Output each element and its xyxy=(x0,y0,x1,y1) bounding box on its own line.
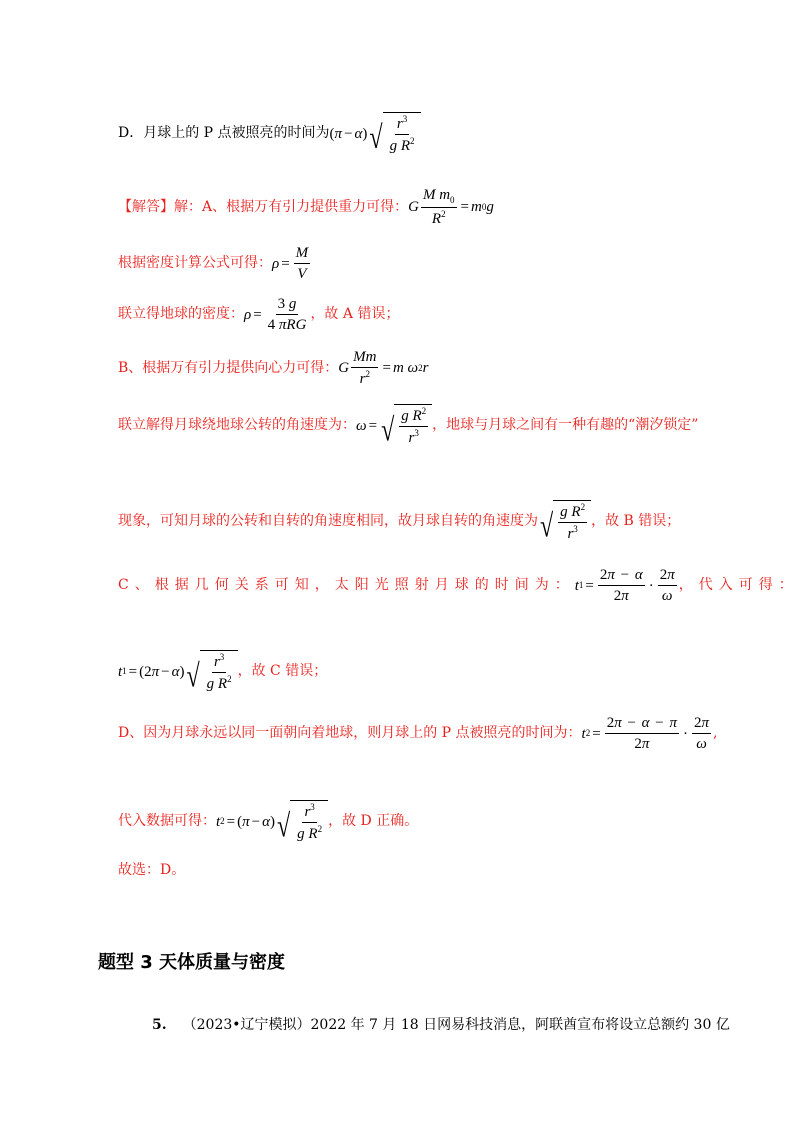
answer-choice-text: 故选：D。 xyxy=(118,862,186,878)
answer-b-line1 xyxy=(118,348,720,388)
answer-label: 【解答】 xyxy=(118,198,174,215)
formula-gravity: G $\frac{M m_0}{R^2}$ = m 0 g xyxy=(408,187,494,227)
answer-b2-tail: ，地球与月球之间有一种有趣的“潮汐锁定” xyxy=(432,417,699,434)
answer-a1: 解：A、根据万有引力提供重力可得： xyxy=(174,198,409,215)
formula-omega-self: √ $\frac{g R^2}{r^3}$ xyxy=(538,500,591,543)
option-d xyxy=(118,112,720,155)
answer-b-line2 xyxy=(118,404,720,447)
answer-c-line2 xyxy=(118,650,720,693)
formula-density: ρ = $\frac{M}{V}$ xyxy=(272,245,309,282)
question-5-text: （2023•辽宁模拟）2022 年 7 月 18 日网易科技消息，阿联酋宣布将设立总额约 30 亿 xyxy=(182,1017,730,1033)
formula-omega: ω = √ $\frac{g R^2}{r^3}$ xyxy=(356,404,432,447)
section-title: 题型 3 天体质量与密度 xyxy=(98,952,286,973)
answer-c-line1 xyxy=(118,566,799,605)
answer-b3: 现象，可知月球的公转和自转的角速度相同，故月球自转的角速度为 xyxy=(118,513,538,530)
answer-d-line1 xyxy=(118,714,720,753)
formula-earth-density: ρ = $\frac{3 g}{\text{4 πRG}}$ xyxy=(244,296,307,333)
formula-t2-def: t 2 = $\frac{2\pi - \alpha - \pi}{2\pi}$ · $\frac{2\pi}{\omega}$ xyxy=(581,715,710,752)
answer-a-line2 xyxy=(118,244,720,283)
formula-t1-def: t 1 = $\frac{2\pi - \alpha}{2\pi}$ · $\frac{2\pi}{\omega}$ xyxy=(574,567,675,604)
answer-a-line3 xyxy=(118,295,720,334)
question-5-number: 5. xyxy=(152,1017,167,1033)
formula-centripetal: G $\frac{Mm}{r^2}$ = m ω 2 r xyxy=(338,349,429,387)
answer-c1-tail: ，代入可得： xyxy=(678,577,799,594)
answer-d-line2 xyxy=(118,800,720,843)
answer-d2-tail: ，故 D 正确。 xyxy=(328,813,419,830)
answer-b2: 联立解得月球绕地球公转的角速度为： xyxy=(118,417,356,434)
answer-d1: D、因为月球永远以同一面朝向着地球，则月球上的 P 点被照亮的时间为： xyxy=(118,725,582,742)
answer-b1: B、根据万有引力提供向心力可得： xyxy=(118,359,339,376)
formula-t1-result: t 1 = ( 2 π − α ) √ $\frac{r^3}{g R^2}$ xyxy=(118,650,238,693)
answer-b-line3 xyxy=(118,500,720,543)
formula-d-time: ( π − α ) √ $\frac{r^3}{g R^2}$ xyxy=(330,112,421,155)
question-5 xyxy=(152,1017,730,1034)
answer-d2: 代入数据可得： xyxy=(118,813,216,830)
answer-b3-tail: ，故 B 错误； xyxy=(591,513,681,530)
option-d-text: D．月球上的 P 点被照亮的时间为 xyxy=(118,125,330,142)
answer-a3-tail: ，故 A 错误； xyxy=(310,306,400,323)
answer-choice xyxy=(118,862,720,879)
formula-t2-result: t 2 = ( π − α ) √ $\frac{r^3}{g R^2}$ xyxy=(216,800,328,843)
answer-c1: C、根据几何关系可知，太阳光照射月球的时间为： xyxy=(118,577,575,594)
answer-a3: 联立得地球的密度： xyxy=(118,306,244,323)
answer-a-line1 xyxy=(118,186,720,228)
answer-a2: 根据密度计算公式可得： xyxy=(118,255,272,272)
answer-c2-tail: ，故 C 错误； xyxy=(237,663,328,680)
answer-d1-tail: , xyxy=(713,725,718,742)
